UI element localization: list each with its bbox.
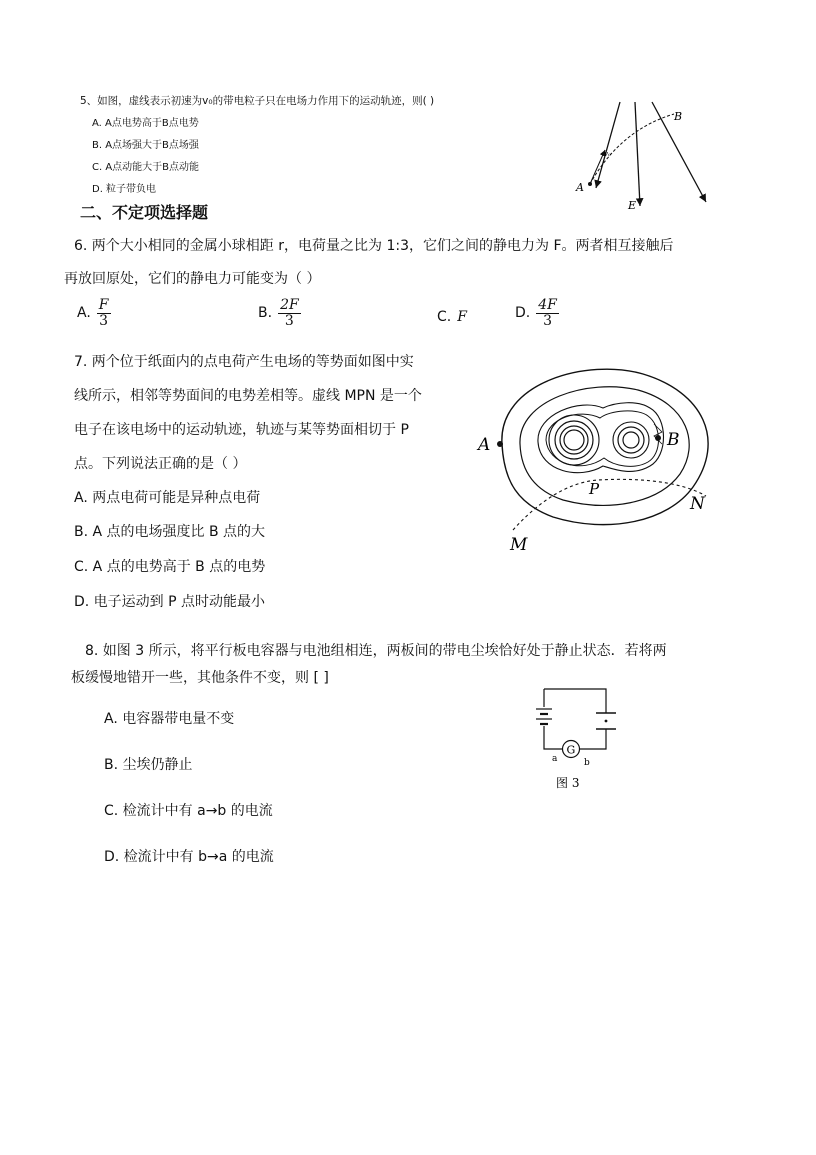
q6-option-d-fraction	[536, 298, 559, 328]
q6-option-d[interactable]	[515, 298, 559, 328]
q5-stem: 5、如图，虚线表示初速为v₀的带电粒子只在电场力作用下的运动轨迹，则( )	[80, 95, 435, 107]
label-a: A	[478, 435, 491, 455]
q5-option-c[interactable]: C. A点动能大于B点动能	[92, 162, 200, 173]
q8-option-c[interactable]: C. 检流计中有 a→b 的电流	[104, 803, 273, 819]
dust-particle	[605, 720, 608, 723]
q6-option-c[interactable]	[437, 309, 467, 325]
q7-option-d[interactable]: D. 电子运动到 P 点时动能最小	[74, 594, 266, 610]
q8-stem-line1: 8. 如图 3 所示，将平行板电容器与电池组相连，两板间的带电尘埃恰好处于静止状态．若将两	[85, 643, 667, 659]
q5-option-a[interactable]: A. A点电势高于B点电势	[92, 118, 199, 129]
q6-option-a-numerator: F	[98, 297, 109, 313]
circuit-wire-left-bottom	[544, 726, 562, 749]
q8-option-a[interactable]: A. 电容器带电量不变	[104, 711, 235, 727]
label-b: B	[667, 430, 680, 450]
circuit-wire-right	[580, 729, 606, 749]
point-a	[497, 441, 503, 447]
q5-option-d[interactable]: D. 粒子带负电	[92, 184, 157, 195]
q6-option-b-letter: B.	[258, 305, 273, 322]
q7-option-c[interactable]: C. A 点的电势高于 B 点的电势	[74, 559, 266, 575]
q6-stem-line1: 6. 两个大小相同的金属小球相距 r，电荷量之比为 1:3，它们之间的静电力为 F。两者相互接触后	[74, 238, 674, 254]
q6-option-a[interactable]	[77, 298, 111, 328]
equipotential-4	[546, 411, 659, 466]
galvanometer-label: G	[566, 743, 576, 757]
q6-option-d-denominator: 3	[543, 312, 552, 329]
label-b: b	[584, 758, 590, 768]
q6-stem-line2: 再放回原处，它们的静电力可能变为（ ）	[64, 271, 321, 287]
q8-stem-line2: 板缓慢地错开一些，其他条件不变，则 [ ]	[71, 670, 329, 686]
q6-option-b-numerator: 2F	[280, 297, 299, 313]
q7-equipotential-figure	[468, 352, 728, 562]
q7-option-a[interactable]: A. 两点电荷可能是异种点电荷	[74, 490, 261, 506]
charge-right-core	[623, 432, 639, 448]
section-title: 二、不定项选择题	[80, 203, 209, 222]
q6-option-a-fraction	[97, 298, 111, 328]
figure-caption: 图 3	[556, 776, 580, 790]
label-p: P	[589, 480, 600, 498]
q6-option-c-value: F	[457, 309, 467, 325]
q6-option-c-letter: C.	[437, 309, 452, 325]
label-b: B	[674, 110, 683, 123]
circuit-wire-top	[544, 689, 606, 713]
q7-stem-line3: 电子在该电场中的运动轨迹，轨迹与某等势面相切于 P	[74, 422, 409, 438]
charge-left-ring	[555, 421, 593, 459]
q6-option-a-denominator: 3	[99, 312, 109, 329]
field-line	[596, 102, 620, 188]
q6-option-d-letter: D.	[515, 305, 531, 322]
field-line	[635, 102, 640, 206]
q7-stem-line2: 线所示，相邻等势面间的电势差相等。虚线 MPN 是一个	[74, 388, 422, 404]
q7-option-b[interactable]: B. A 点的电场强度比 B 点的大	[74, 524, 266, 540]
label-n: N	[690, 494, 705, 514]
q8-option-b[interactable]: B. 尘埃仍静止	[104, 757, 193, 773]
q5-field-figure	[560, 98, 730, 216]
charge-left-ring	[549, 415, 599, 465]
q6-option-b[interactable]	[258, 298, 301, 328]
q7-stem-line4: 点。下列说法正确的是（ ）	[74, 456, 247, 472]
equipotential-3	[538, 403, 664, 473]
q8-option-d[interactable]: D. 检流计中有 b→a 的电流	[104, 849, 274, 865]
label-a: A	[576, 181, 584, 194]
label-e: E	[628, 199, 637, 212]
q6-option-d-numerator: 4F	[538, 297, 557, 313]
q6-option-b-fraction	[278, 298, 301, 328]
point-a	[588, 182, 592, 186]
q6-option-a-letter: A.	[77, 305, 91, 322]
charge-right-ring	[618, 427, 644, 453]
label-a: a	[552, 754, 558, 764]
label-m: M	[510, 535, 528, 555]
charge-left-core	[564, 430, 584, 450]
trajectory-dashed	[590, 114, 674, 184]
q6-option-b-denominator: 3	[284, 312, 294, 329]
q8-circuit-figure	[528, 683, 618, 795]
q7-stem-line1: 7. 两个位于纸面内的点电荷产生电场的等势面如图中实	[74, 354, 414, 370]
trajectory-mpn	[513, 479, 706, 530]
q5-option-b[interactable]: B. A点场强大于B点场强	[92, 140, 199, 151]
equipotential-2	[520, 387, 689, 506]
velocity-arrow	[590, 150, 605, 184]
label-v0: v₀	[604, 150, 611, 158]
